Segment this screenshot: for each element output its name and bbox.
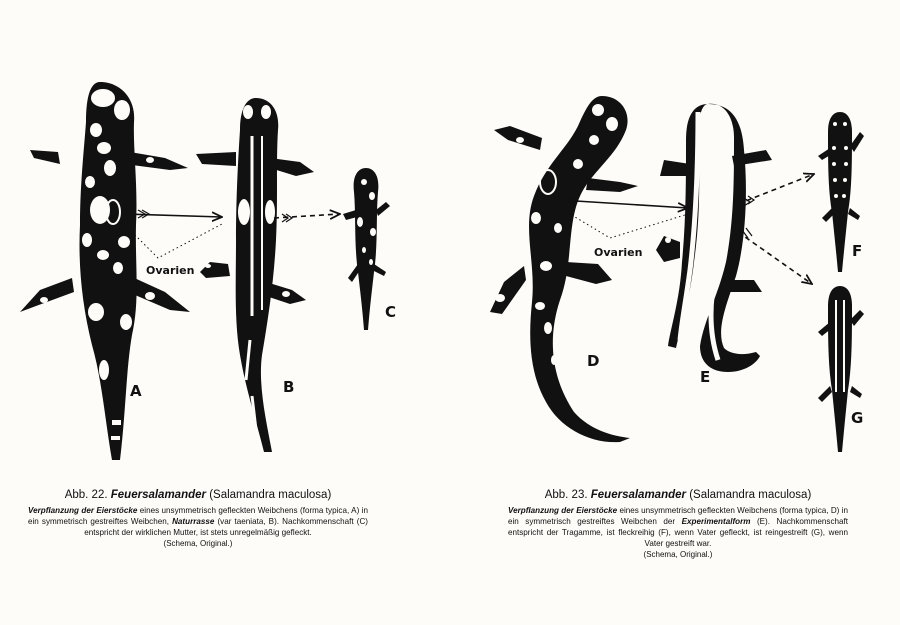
caption-title bbox=[28, 489, 368, 501]
species-name: (Salamandra maculosa) bbox=[209, 489, 332, 501]
label-d: D bbox=[587, 352, 600, 370]
figure-number: Abb. 23. bbox=[544, 489, 588, 501]
label-f: F bbox=[852, 242, 863, 260]
salamander-b bbox=[196, 98, 314, 452]
caption-source: (Schema, Original.) bbox=[643, 550, 713, 559]
salamander-c bbox=[343, 168, 390, 330]
caption-text: (E). Nachkommenschaft entspricht der Tragamme, ist fleckreihig (F), wenn Vater gefleckt, ist reingestreift (G), wenn Vater gestreift war. bbox=[508, 517, 849, 548]
caption-abb-23 bbox=[508, 489, 848, 559]
salamander-d bbox=[490, 96, 638, 442]
offspring-arrow-c bbox=[274, 214, 340, 222]
caption-body bbox=[508, 505, 848, 549]
common-name: Feuersalamander bbox=[110, 489, 206, 501]
label-g: G bbox=[851, 409, 864, 427]
caption-emph: Naturrasse bbox=[172, 517, 215, 526]
caption-emph: Verpflanzung der Eierstöcke bbox=[508, 506, 618, 515]
ovarien-pointer-right bbox=[560, 208, 688, 238]
label-c: C bbox=[385, 303, 397, 321]
offspring-arrow-g bbox=[738, 228, 812, 284]
caption-emph: Experimentalform bbox=[681, 517, 751, 526]
caption-body bbox=[28, 505, 368, 538]
transplant-arrow-left bbox=[124, 210, 222, 218]
caption-text: eines unsymmetrisch gefleckten Weibchens (forma typica, A) in ein symmetrisch gestreiftes Weibchen, bbox=[28, 506, 368, 526]
offspring-arrow-f bbox=[738, 174, 814, 206]
caption-title bbox=[508, 489, 848, 501]
caption-abb-22 bbox=[28, 489, 368, 548]
ovarien-label-right: Ovarien bbox=[594, 246, 643, 259]
salamander-g bbox=[818, 286, 864, 452]
caption-text: (var taeniata, B). Nachkommenschaft (C) entspricht der wirklichen Mutter, ist stets unregelmäßig gefleckt. bbox=[84, 517, 368, 537]
salamander-e bbox=[656, 104, 772, 372]
caption-source: (Schema, Original.) bbox=[163, 539, 233, 548]
caption-emph: Verpflanzung der Eierstöcke bbox=[28, 506, 138, 515]
figure-number: Abb. 22. bbox=[64, 489, 108, 501]
common-name: Feuersalamander bbox=[590, 489, 686, 501]
label-a: A bbox=[130, 382, 142, 400]
caption-text: eines unsymmetrisch gefleckten Weibchens (forma typica, D) in ein symmetrisch gestreiftes Weibchen der bbox=[508, 506, 848, 526]
label-e: E bbox=[700, 368, 711, 386]
ovarien-label-left: Ovarien bbox=[146, 264, 195, 277]
label-b: B bbox=[283, 378, 295, 396]
species-name: (Salamandra maculosa) bbox=[689, 489, 812, 501]
ovarien-pointer-left bbox=[122, 222, 222, 258]
